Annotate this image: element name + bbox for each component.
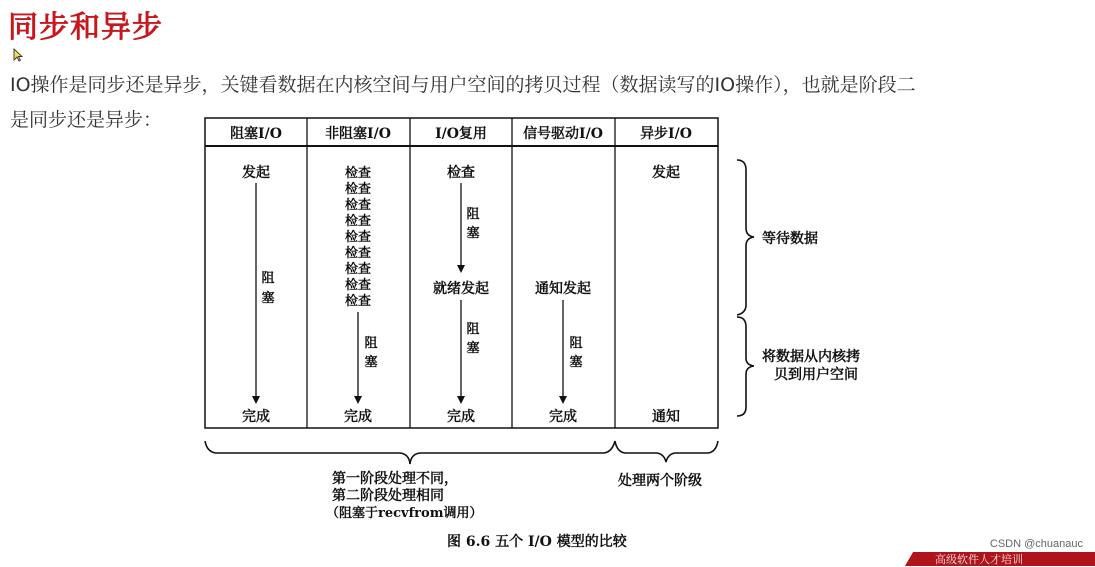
column-header-async: 异步I/O [640,126,692,142]
col5-end-label: 通知 [652,409,680,425]
col2-end-label: 完成 [344,409,372,425]
col2-check-1: 检查 [344,166,372,181]
col2-check-3: 检查 [344,198,372,213]
col3-ready-label: 就绪发起 [433,281,489,297]
col4-block-char-1: 阻 [569,336,583,351]
col2-check-9: 检查 [344,294,372,309]
col1-block-char-2: 塞 [261,291,275,306]
bottom-right-label: 处理两个阶级 [618,473,702,489]
col2-block-char-1: 阻 [364,336,378,351]
csdn-watermark: CSDN @chuanauc [989,538,1083,550]
footer-banner-text: 高级软件人才培训 [935,553,1023,566]
paragraph-line-2: 是同步还是异步： [10,109,163,131]
stage1-brace [737,160,754,315]
col3-arrowhead-1 [457,265,465,273]
col2-block-char-2: 塞 [364,355,378,370]
col2-check-5: 检查 [344,230,372,245]
bottom-left-line-1: 第一阶段处理不同， [332,471,458,487]
column-header-multiplexing: I/O复用 [435,126,487,142]
col5-start-label: 发起 [652,165,680,181]
col2-check-7: 检查 [344,262,372,277]
col3-block1-char-1: 阻 [466,207,480,222]
col4-block-char-2: 塞 [569,355,583,370]
col4-notify-start-label: 通知发起 [535,281,591,297]
col2-check-8: 检查 [344,278,372,293]
bottom-left-line-3: （阻塞于recvfrom调用） [326,506,483,521]
col2-check-6: 检查 [344,246,372,261]
figure-caption: 图 6.6 五个 I/O 模型的比较 [447,534,627,550]
col3-check-label: 检查 [447,165,475,181]
page-title: 同步和异步 [8,10,163,45]
bottom-left-brace [205,441,615,464]
col2-check-2: 检查 [344,182,372,197]
column-header-blocking: 阻塞I/O [230,126,282,142]
col4-arrowhead [559,396,567,404]
bottom-right-brace [615,441,718,462]
col3-block2-char-2: 塞 [466,341,480,356]
col2-arrowhead [354,396,362,404]
col3-end-label: 完成 [447,409,475,425]
paragraph-line-1: IO操作是同步还是异步，关键看数据在内核空间与用户空间的拷贝过程（数据读写的IO操作），也就是阶段二 [10,74,916,96]
bottom-left-line-2: 第二阶段处理相同 [332,488,444,504]
col1-start-label: 发起 [242,165,270,181]
column-header-nonblocking: 非阻塞I/O [325,126,391,142]
col3-block1-char-2: 塞 [466,226,480,241]
col4-end-label: 完成 [549,409,577,425]
stage2-label-line2: 贝到用户空间 [774,367,858,383]
col1-block-char-1: 阻 [261,271,275,286]
col3-block2-char-1: 阻 [466,322,480,337]
stage2-brace [737,317,754,416]
stage2-label-line1: 将数据从内核拷 [762,349,860,365]
col3-arrowhead-2 [457,396,465,404]
col1-arrowhead [252,396,260,404]
column-header-signal-driven: 信号驱动I/O [523,126,603,142]
col1-end-label: 完成 [242,409,270,425]
stage1-label: 等待数据 [762,231,818,247]
col2-check-4: 检查 [344,214,372,229]
